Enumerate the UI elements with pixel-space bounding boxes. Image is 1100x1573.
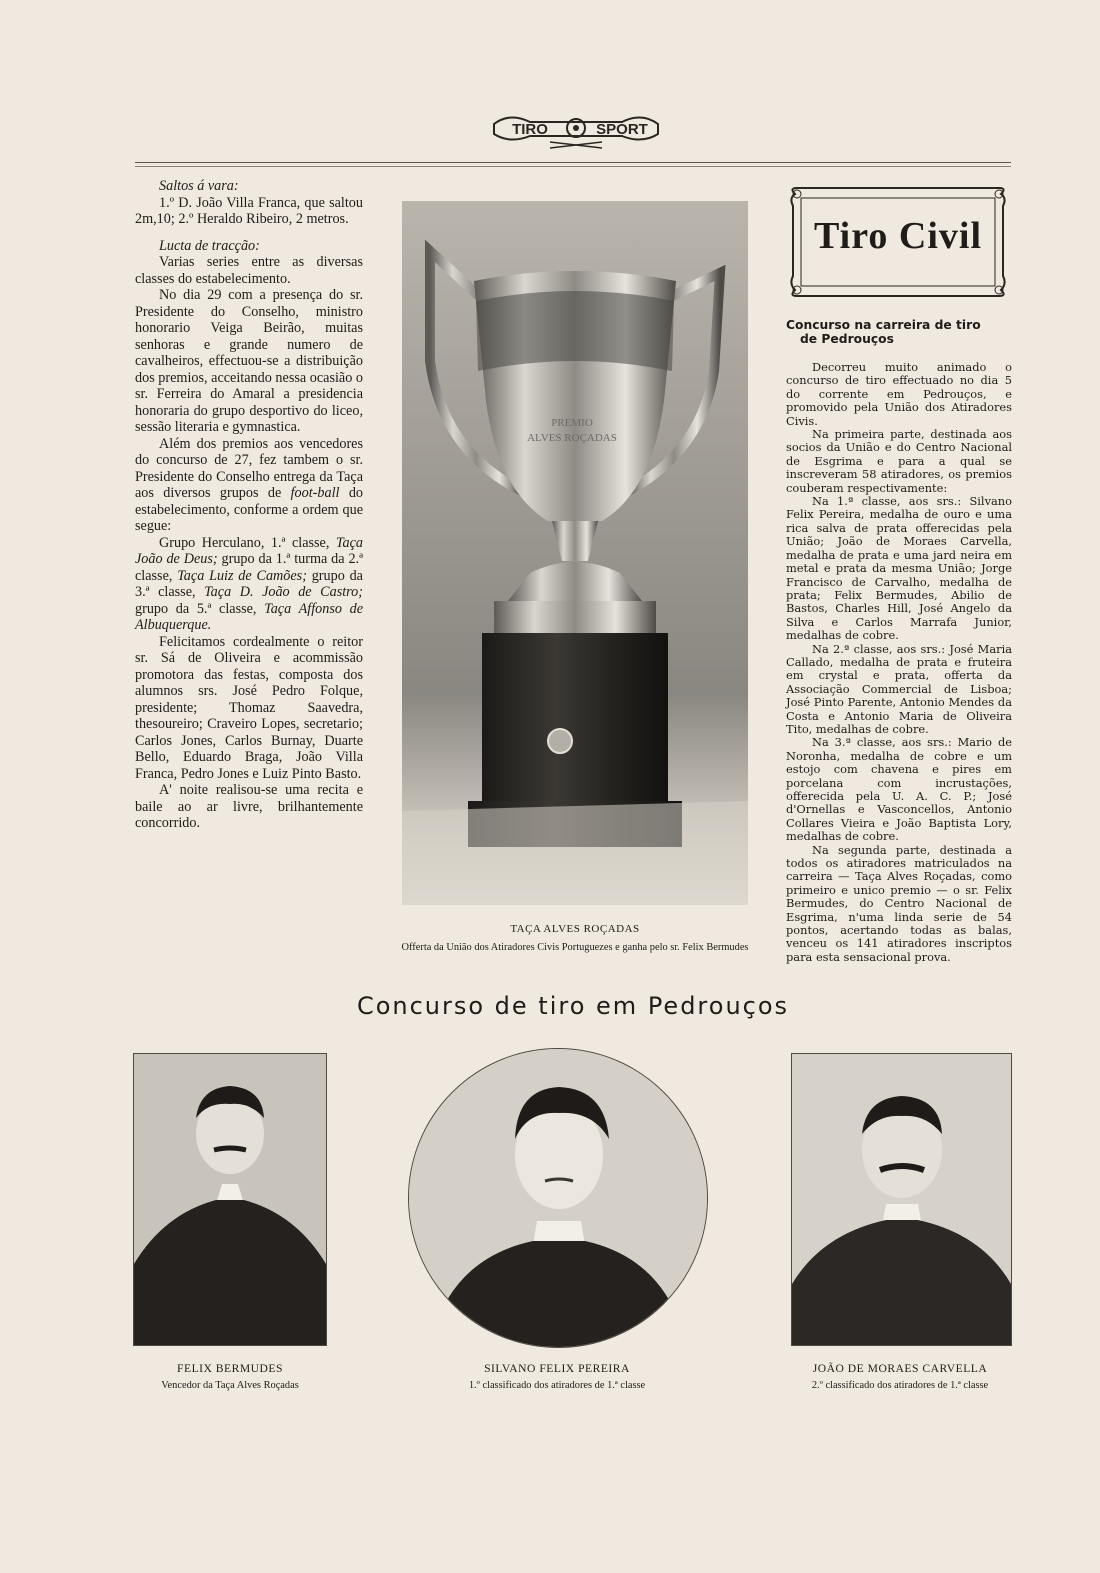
first-part-paragraph: Na primeira parte, destinada aos socios da União e do Centro Nacional de Esgrima e para a qual se inscreveram 58 atiradores, os premios couberam respectivamente: — [786, 427, 1012, 495]
right-heading-line-1: Concurso na carreira de tiro — [786, 318, 981, 332]
section-title: Concurso de tiro em Pedrouços — [356, 992, 790, 1020]
right-column-article — [786, 361, 1012, 964]
congratulations-paragraph: Felicitamos cordealmente o reitor sr. Sá de Oliveira e acommissão promotora das festas, composta dos alumnos srs. José Pedro Folque, presidente; Thomaz Saavedra, thesoureiro; Craveiro Lopes, secretario; Carlos Jones, Carlos Burnay, Duarte Bello, Eduardo Braga, João Villa Franca, Pedro Jones e Luiz Pinto Basto. — [135, 633, 363, 782]
header-rule — [135, 162, 1011, 163]
tug-of-war-heading: Lucta de tracção: — [159, 237, 260, 254]
right-article-heading — [786, 318, 1012, 346]
portrait-2-caption: 1.º classificado dos atiradores de 1.ª classe — [468, 1380, 646, 1391]
masthead-logo — [490, 104, 662, 154]
second-part-paragraph: Na segunda parte, destinada a todos os atiradores matriculados na carreira — Taça Alves Roçadas, como primeiro e unico premio — o sr. Felix Bermudes, do Centro Nacional de Esgrima, n'uma linda serie de 54 pontos, acertando todas as balas, venceu os 141 atiradores inscriptos para esta sensacional prova. — [786, 842, 1012, 964]
trophy-caption: TAÇA ALVES ROÇADAS — [510, 923, 640, 935]
groups-paragraph: Grupo Herculano, 1.ª classe, Taça João de Deus; grupo da 1.ª turma da 2.ª classe, Taça Luiz de Camões; grupo da 3.ª classe, Taça D. João de Castro; grupo da 5.ª classe, Taça Affonso de Albuquerque. — [135, 534, 364, 633]
trophy-engraving-1: PREMIO — [551, 417, 593, 429]
pole-vault-heading: Saltos á vara: — [159, 178, 239, 194]
person-portrait-icon — [409, 1049, 707, 1347]
contest-intro-paragraph: Decorreu muito animado o concurso de tiro effectuado no dia 5 do corrente em Pedrouços, e promovido pela União dos Atiradores Civis. — [786, 360, 1012, 428]
trophy-cup-image — [402, 201, 748, 905]
trophy-photo — [402, 201, 748, 905]
masthead-text-right: SPORT — [596, 121, 648, 138]
right-heading-line-2: de Pedrouços — [800, 332, 894, 346]
person-portrait-icon — [134, 1054, 326, 1345]
trophy-subcaption: Offerta da União dos Atiradores Civis Portuguezes e ganha pelo sr. Felix Bermudes — [401, 942, 749, 953]
portrait-silvano-felix-pereira — [408, 1048, 708, 1348]
portrait-1-caption: Vencedor da Taça Alves Roçadas — [161, 1380, 299, 1391]
portrait-1-name: FELIX BERMUDES — [177, 1362, 283, 1375]
third-class-paragraph: Na 3.ª classe, aos srs.: Mario de Noronha, medalha de cobre e um estojo com chavena e pires em porcelana com incrustações, offerecida pela U. A. C. P.; José d'Ornellas e Vasconcellos, Antonio Collares Vieira e João Baptista Lory, medalhas de cobre. — [786, 735, 1012, 844]
masthead-text-left: TIRO — [512, 121, 548, 138]
portrait-felix-bermudes — [133, 1053, 327, 1346]
portrait-3-name: JOÃO DE MORAES CARVELLA — [812, 1362, 988, 1375]
left-column-article — [135, 178, 363, 832]
tiro-civil-title: Tiro Civil — [813, 215, 982, 257]
tug-of-war-text: Varias series entre as diversas classes do estabelecimento. — [135, 254, 363, 287]
portrait-2-name: SILVANO FELIX PEREIRA — [484, 1362, 630, 1375]
header-rule-secondary — [135, 166, 1011, 167]
evening-paragraph: A' noite realisou-se uma recita e baile ao ar livre, brilhantemente concorrido. — [135, 782, 363, 831]
prize-ceremony-paragraph: No dia 29 com a presença do sr. Presidente do Conselho, ministro honorario Veiga Beirão, muitas senhoras e grande numero de cavalheiros, effectuou-se a distribuição dos premios, acceitando nessa ocasião o sr. Ferreira do Amaral a presidencia honoraria do grupo desportivo do liceo, sessão literaria e gymnastica. — [135, 287, 363, 435]
cups-paragraph: Além dos premios aos vencedores do concurso de 27, fez tambem o sr. Presidente do Conselho entrega da Taça aos diversos grupos de foot-ball do estabelecimento, conforme a ordem que segue: — [135, 435, 363, 534]
person-portrait-icon — [792, 1054, 1011, 1345]
portrait-joao-de-moraes-carvella — [791, 1053, 1012, 1346]
second-class-paragraph: Na 2.ª classe, aos srs.: José Maria Callado, medalha de prata e fruteira em crystal e prata, offerta da Associação Commercial de Lisboa; José Pinto Parente, Antonio Mendes da Costa e Antonio Maria de Oliveira Tito, medalhas de cobre. — [786, 641, 1012, 736]
masthead-emblem-icon — [490, 104, 662, 154]
portrait-3-caption: 2.º classificado dos atiradores de 1.ª classe — [811, 1380, 989, 1391]
trophy-engraving-2: ALVES ROÇADAS — [527, 432, 617, 444]
pole-vault-text: 1.º D. João Villa Franca, que saltou 2m,10; 2.º Heraldo Ribeiro, 2 metros. — [135, 194, 363, 227]
first-class-paragraph: Na 1.ª classe, aos srs.: Silvano Felix Pereira, medalha de ouro e uma rica salva de prata offerecidas pela União; João de Moraes Carvella, medalha de prata e uma jard neira em metal e prata da mesma União; Jorge Francisco de Carvalho, medalha de prata; Felix Bermudes, Abilio de Bastos, Charles Hill, José Angelo da Silva e Carlos Marrafa Junior, medalhas de cobre. — [786, 494, 1012, 643]
